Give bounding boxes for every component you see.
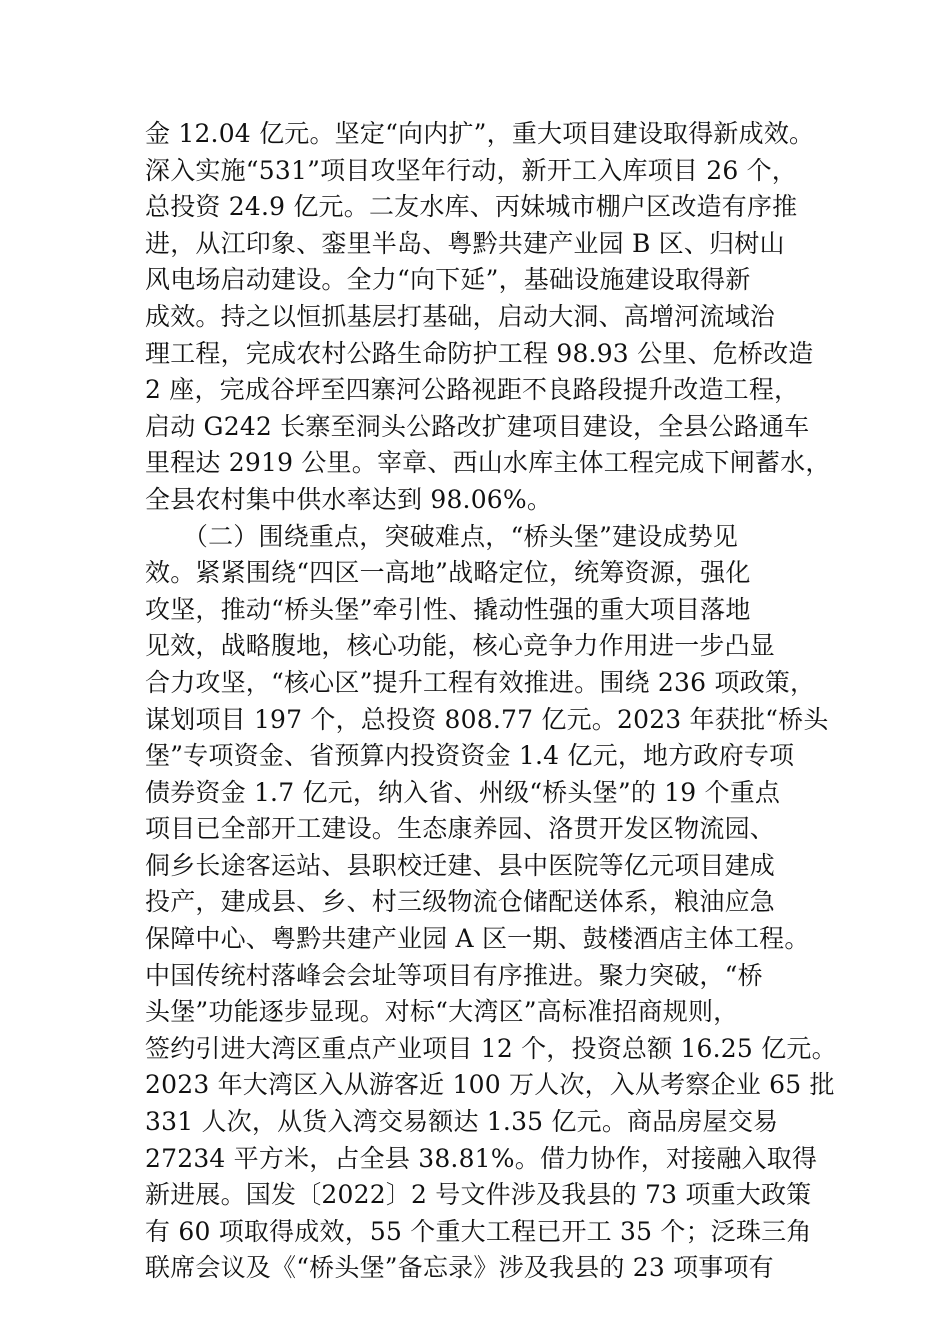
text-line: 2 座，完成谷坪至四寨河公路视距不良路段提升改造工程， [145, 375, 800, 405]
text-line: 债券资金 1.7 亿元，纳入省、州级“桥头堡”的 19 个重点 [145, 777, 781, 807]
section-heading-line: （二）围绕重点，突破难点，“桥头堡”建设成势见 [145, 521, 739, 551]
text-line: 合力攻坚，“核心区”提升工程有效推进。围绕 236 项政策， [145, 667, 816, 697]
body-text [145, 116, 835, 1287]
text-line: 金 12.04 亿元。坚定“向内扩”，重大项目建设取得新成效。 [145, 119, 815, 148]
text-line: 进，从江印象、銮里半岛、粤黔共建产业园 B 区、归树山 [145, 228, 785, 258]
text-line: 331 人次，从货入湾交易额达 1.35 亿元。商品房屋交易 [145, 1107, 779, 1137]
text-line: 启动 G242 长寨至洞头公路改扩建项目建设，全县公路通车 [145, 411, 810, 441]
text-line: 27234 平方米，占全县 38.81%。借力协作，对接融入取得 [145, 1143, 818, 1173]
text-line: 联席会议及《“桥头堡”备忘录》涉及我县的 23 项事项有 [145, 1253, 774, 1283]
text-line: 头堡”功能逐步显现。对标“大湾区”高标准招商规则， [145, 997, 739, 1027]
text-line: 中国传统村落峰会会址等项目有序推进。聚力突破，“桥 [145, 960, 763, 990]
text-line: 攻坚，推动“桥头堡”牵引性、撬动性强的重大项目落地 [145, 594, 751, 624]
text-line: 侗乡长途客运站、县职校迁建、县中医院等亿元项目建成 [145, 850, 776, 880]
text-line: 见效，战略腹地，核心功能，核心竞争力作用进一步凸显 [145, 631, 776, 661]
text-line: 项目已全部开工建设。生态康养园、洛贯开发区物流园、 [145, 814, 776, 844]
text-line: 谋划项目 197 个，总投资 808.77 亿元。2023 年获批“桥头 [145, 704, 829, 734]
text-line: 有 60 项取得成效，55 个重大工程已开工 35 个；泛珠三角 [145, 1216, 812, 1246]
text-line: 保障中心、粤黔共建产业园 A 区一期、鼓楼酒店主体工程。 [145, 924, 810, 954]
text-line: 风电场启动建设。全力“向下延”，基础设施建设取得新 [145, 265, 751, 295]
text-line: 新进展。国发〔2022〕2 号文件涉及我县的 73 项重大政策 [145, 1180, 812, 1210]
text-line: 堡”专项资金、省预算内投资资金 1.4 亿元，地方政府专项 [145, 741, 795, 771]
text-line: 理工程，完成农村公路生命防护工程 98.93 公里、危桥改造 [145, 338, 814, 368]
text-line: 投产，建成县、乡、村三级物流仓储配送体系，粮油应急 [145, 887, 776, 917]
text-line: 签约引进大湾区重点产业项目 12 个，投资总额 16.25 亿元。 [145, 1033, 837, 1063]
text-line: 深入实施“531”项目攻坚年行动，新开工入库项目 26 个， [145, 155, 797, 185]
text-line: 里程达 2919 公里。宰章、西山水库主体工程完成下闸蓄水， [145, 448, 831, 478]
text-line: 效。紧紧围绕“四区一高地”战略定位，统筹资源，强化 [145, 558, 751, 588]
text-line: 全县农村集中供水率达到 98.06%。 [145, 484, 553, 514]
text-line: 2023 年大湾区入从游客近 100 万人次，入从考察企业 65 批 [145, 1070, 835, 1100]
text-line: 成效。持之以恒抓基层打基础，启动大洞、高增河流域治 [145, 301, 776, 331]
text-line: 总投资 24.9 亿元。二友水库、丙妹城市棚户区改造有序推 [145, 192, 798, 222]
